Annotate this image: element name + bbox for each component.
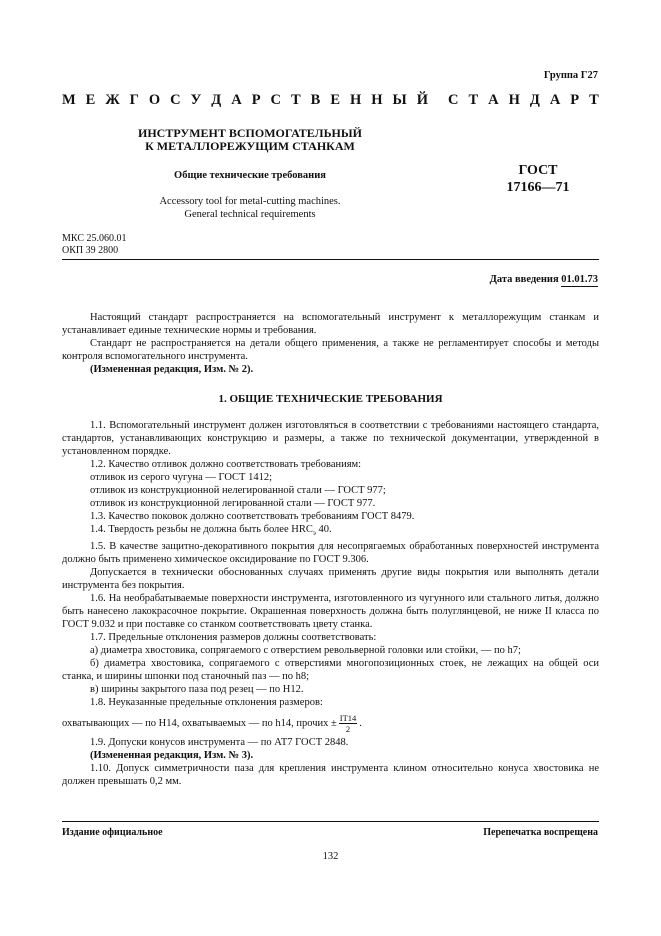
standard-heading-letter: Г: [129, 92, 139, 108]
item-1-2: 1.2. Качество отливок должно соответствовать требованиям:: [90, 459, 362, 470]
item-1-2-c: отливок из конструкционной легированной стали — ГОСТ 977.: [90, 498, 376, 509]
intro-date-label: Дата введения: [489, 274, 559, 285]
english-title: [130, 195, 370, 221]
standard-heading-letter: Т: [589, 92, 599, 108]
standard-heading-letter: С: [270, 92, 282, 108]
standard-heading-letter: Н: [349, 92, 362, 108]
item-1-10: 1.10. Допуск симметричности паза для крепления инструмента клином относительно конуса хвостовика не должен превышать 0,2 мм.: [62, 763, 599, 788]
requirements-text: [62, 419, 599, 788]
item-1-7: 1.7. Предельные отклонения размеров должны соответствовать:: [90, 632, 377, 644]
standard-heading-letter: Р: [251, 92, 261, 108]
standard-heading-letter: Й: [416, 92, 429, 108]
gost-label: ГОСТ: [518, 163, 558, 178]
document-subtitle: Общие технические требования: [174, 170, 326, 181]
item-1-4-value: 40.: [315, 524, 332, 535]
gost-number: 17166—71: [506, 180, 570, 195]
item-1-4: [62, 523, 599, 540]
standard-heading-letter: Н: [371, 92, 383, 108]
document-title: [130, 127, 370, 153]
standard-heading-letter: А: [488, 92, 499, 108]
page-number: 132: [322, 851, 339, 862]
intro-text: [62, 311, 599, 376]
item-1-5: 1.5. В качестве защитно-декоративного покрытия для несопрягаемых обработанных поверхностей инструмента должно быть применено химическое оксидирование по ГОСТ 9.306.: [62, 541, 599, 566]
item-1-8: 1.8. Неуказанные предельные отклонения размеров:: [90, 697, 323, 709]
mks-code: МКС 25.060.01: [62, 233, 127, 244]
standard-heading-letter: Т: [291, 92, 301, 108]
item-1-8-a: [62, 713, 599, 734]
intro-date-value: 01.01.73: [561, 274, 598, 285]
standard-heading-letter: Н: [508, 92, 520, 108]
footer-divider: [62, 821, 599, 822]
item-1-1: 1.1. Вспомогательный инструмент должен изготовляться в соответствии с требованиями настоящего стандарта, стандартов, устанавливающих конструкцию и размеры, а также по технической документации, утвержденной в установленном порядке.: [62, 420, 599, 457]
item-1-4-text: 1.4. Твердость резьбы не должна быть более HRC: [90, 524, 313, 535]
intro-amendment: (Измененная редакция, Изм. № 2).: [90, 364, 254, 375]
item-1-5-b: Допускается в технически обоснованных случаях применять другие виды покрытия или выполнять детали инструмента без покрытия.: [62, 567, 599, 592]
standard-heading-letter: У: [190, 92, 202, 108]
standard-heading-letter: М: [62, 92, 76, 108]
group-code: Группа Г27: [543, 70, 598, 81]
intro-paragraph-1: Настоящий стандарт распространяется на вспомогательный инструмент к металлорежущим станкам и устанавливает единые технические нормы и требования.: [62, 312, 599, 336]
item-1-2-b: отливок из конструкционной нелегированной стали — ГОСТ 977;: [90, 485, 386, 496]
item-1-8-a-text: охватывающих — по Н14, охватываемых — по h14, прочих ±: [62, 718, 337, 729]
standard-heading-letter: С: [170, 92, 181, 108]
standard-heading-letter: А: [549, 92, 561, 108]
standard-heading-letter: Ж: [105, 92, 120, 108]
official-edition: Издание официальное: [62, 827, 163, 838]
standard-heading-letter: Д: [529, 92, 540, 108]
classification-codes: [62, 233, 126, 257]
standard-heading-letter: Е: [330, 92, 340, 108]
fraction-denominator: 2: [345, 724, 351, 735]
section-title: 1. ОБЩИЕ ТЕХНИЧЕСКИЕ ТРЕБОВАНИЯ: [218, 393, 443, 405]
header-divider: [62, 259, 599, 260]
intro-paragraph-2: Стандарт не распространяется на детали общего применения, а также не регламентирует способы и методы контроля вспомогательного инструмента.: [62, 338, 599, 362]
okp-code: ОКП 39 2800: [62, 245, 119, 256]
standard-heading-letter: С: [447, 92, 459, 108]
item-1-4-subscript: э: [312, 529, 316, 538]
title-line-2: К МЕТАЛЛОРЕЖУЩИМ СТАНКАМ: [145, 139, 355, 153]
standard-heading-letter: Р: [570, 92, 580, 108]
english-title-line-1: Accessory tool for metal-cutting machines.: [159, 196, 341, 207]
standard-heading: [62, 92, 599, 109]
item-1-9: 1.9. Допуски конусов инструмента — по АТ7 ГОСТ 2848.: [90, 737, 349, 749]
fraction-numerator: IT14: [339, 713, 357, 724]
item-1-8-a-end: .: [359, 718, 362, 729]
item-1-3: 1.3. Качество поковок должно соответствовать требованиям ГОСТ 8479.: [90, 511, 415, 522]
standard-heading-letter: В: [310, 92, 321, 108]
item-1-7-b: б) диаметра хвостовика, сопрягаемого с отверстиями многопозиционных стоек, не лежащих на общей оси станка, и ширины шпонки под станочный паз — по h8;: [62, 658, 599, 683]
item-1-7-a: а) диаметра хвостовика, сопрягаемого с отверстием револьверной головки или стойки, — по h7;: [90, 645, 521, 657]
tolerance-fraction: [339, 713, 358, 734]
standard-heading-letter: Ы: [392, 92, 407, 108]
standard-heading-letter: А: [231, 92, 242, 108]
standard-heading-letter: Д: [211, 92, 222, 108]
standard-heading-letter: Т: [468, 92, 479, 108]
introduction-date: [490, 274, 598, 285]
english-title-line-2: General technical requirements: [184, 209, 316, 220]
reprint-prohibited: Перепечатка воспрещена: [483, 827, 598, 838]
item-1-2-a: отливок из серого чугуна — ГОСТ 1412;: [90, 472, 273, 483]
item-1-9-amendment: (Измененная редакция, Изм. № 3).: [90, 750, 254, 762]
gost-designation: [478, 162, 598, 196]
standard-heading-letter: О: [148, 92, 161, 108]
standard-heading-letter: Е: [85, 92, 96, 108]
item-1-6: 1.6. На необрабатываемые поверхности инструмента, изготовленного из чугунного или стального литья, должно быть нанесено лакокрасочное покрытие. Окрашенная поверхность должна быть полуглянцевой, не ниже II класса по ГОСТ 9.032 и при поставке со станком соответствовать цвету станка.: [62, 593, 599, 631]
title-line-1: ИНСТРУМЕНТ ВСПОМОГАТЕЛЬНЫЙ: [138, 126, 362, 140]
item-1-7-c: в) ширины закрытого паза под резец — по Н12.: [90, 684, 304, 696]
